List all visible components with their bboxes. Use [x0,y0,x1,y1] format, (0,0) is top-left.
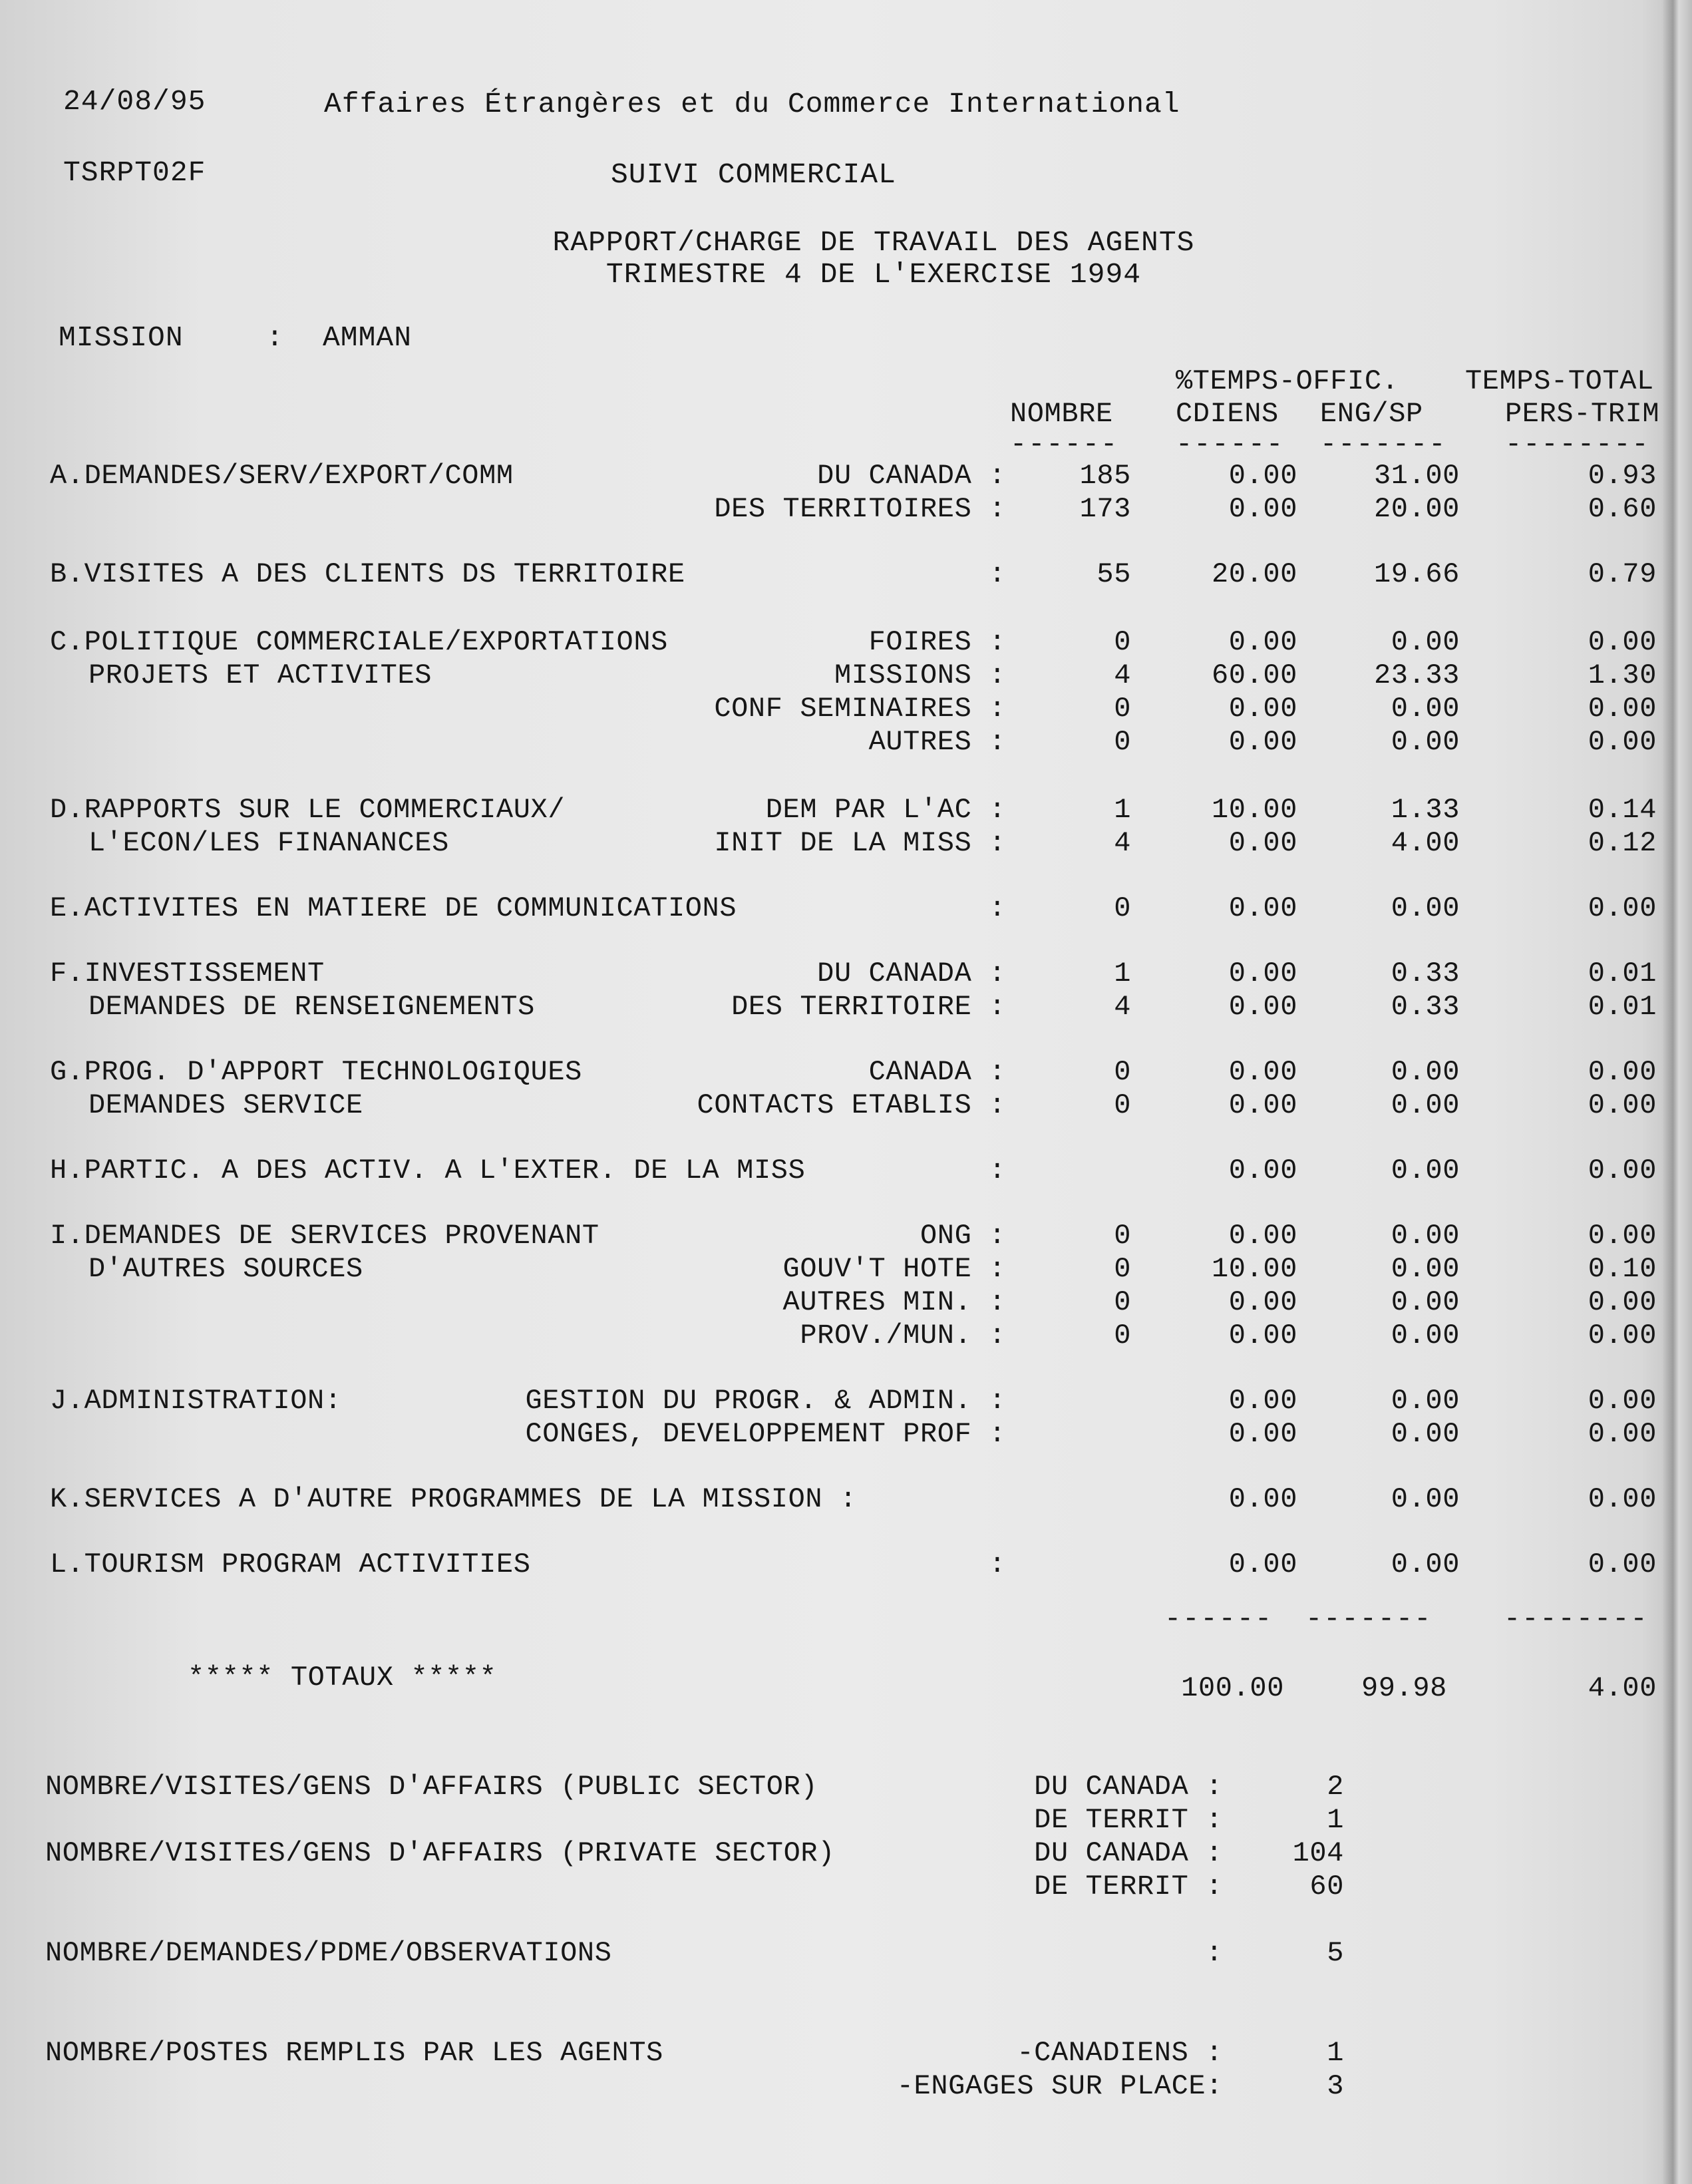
row-cdiens-value: 10.00 [1211,1253,1297,1285]
row-category-label: C.POLITIQUE COMMERCIALE/EXPORTATIONS [50,626,668,658]
row-sub-label: : [989,558,1006,590]
row-pers-value: 0.93 [1588,460,1657,492]
row-sub-label: ONG : [920,1220,1006,1252]
row-category-label: G.PROG. D'APPORT TECHNOLOGIQUES [50,1056,582,1088]
row-sub-label: DEM PAR L'AC : [765,794,1006,826]
row-eng-value: 4.00 [1391,827,1460,859]
row-cdiens-value: 0.00 [1228,1320,1297,1352]
row-category-label: L.TOURISM PROGRAM ACTIVITIES [50,1548,531,1580]
row-nombre-value: 1 [1114,794,1131,826]
summary-sub-label: : [1206,1937,1223,1969]
summary-label: NOMBRE/POSTES REMPLIS PAR LES AGENTS [45,2037,663,2069]
row-cdiens-value: 0.00 [1228,1286,1297,1318]
row-sub-label: : [989,892,1006,924]
row-cdiens-value: 0.00 [1228,1056,1297,1088]
row-category-label: B.VISITES A DES CLIENTS DS TERRITOIRE [50,558,685,590]
row-sub-label: GOUV'T HOTE : [782,1253,1006,1285]
row-pers-value: 0.00 [1588,1155,1657,1186]
row-pers-value: 0.10 [1588,1253,1657,1285]
system-name: SUIVI COMMERCIAL [611,158,896,191]
row-category-label: D.RAPPORTS SUR LE COMMERCIAUX/ [50,794,566,826]
row-sub-label: DU CANADA : [817,460,1006,492]
totals-rule-cdiens: ------ [1164,1603,1273,1635]
row-pers-value: 0.00 [1588,1320,1657,1352]
row-cdiens-value: 0.00 [1228,493,1297,525]
row-eng-value: 0.00 [1391,1253,1460,1285]
row-eng-value: 0.33 [1391,958,1460,990]
summary-label: NOMBRE/VISITES/GENS D'AFFAIRS (PRIVATE SECTOR) [45,1837,835,1869]
row-pers-value: 0.00 [1588,1548,1657,1580]
col-header-pct-temps: %TEMPS-OFFIC. [1176,365,1399,397]
row-sub-label: PROV./MUN. : [800,1320,1006,1352]
row-nombre-value: 0 [1114,892,1131,924]
row-sub-label: CANADA : [868,1056,1006,1088]
row-cdiens-value: 0.00 [1228,1483,1297,1515]
col-header-cdiens: CDIENS [1176,398,1279,430]
row-pers-value: 0.00 [1588,1385,1657,1417]
row-category-label: I.DEMANDES DE SERVICES PROVENANT [50,1220,599,1252]
row-cdiens-value: 0.00 [1228,991,1297,1023]
row-sub-label: AUTRES : [868,726,1006,758]
totals-eng: 99.98 [1361,1672,1447,1704]
row-nombre-value: 0 [1114,1320,1131,1352]
report-title-line1: RAPPORT/CHARGE DE TRAVAIL DES AGENTS [552,226,1195,259]
row-sub-label: AUTRES MIN. : [782,1286,1006,1318]
col-rule-nombre: ------ [1010,429,1119,460]
row-sub-label: FOIRES : [868,626,1006,658]
row-nombre-value: 4 [1114,659,1131,691]
row-pers-value: 0.60 [1588,493,1657,525]
row-sub-label: CONF SEMINAIRES : [714,693,1006,725]
row-eng-value: 0.00 [1391,1385,1460,1417]
row-pers-value: 0.14 [1588,794,1657,826]
summary-label: NOMBRE/VISITES/GENS D'AFFAIRS (PUBLIC SECTOR) [45,1771,818,1803]
row-eng-value: 0.00 [1391,1155,1460,1186]
row-nombre-value: 4 [1114,827,1131,859]
row-category-label: H.PARTIC. A DES ACTIV. A L'EXTER. DE LA MISS [50,1155,806,1186]
row-pers-value: 0.00 [1588,892,1657,924]
row-nombre-value: 1 [1114,958,1131,990]
row-eng-value: 0.00 [1391,1418,1460,1450]
row-pers-value: 0.12 [1588,827,1657,859]
row-cdiens-value: 0.00 [1228,827,1297,859]
row-sub-label: : [989,1548,1006,1580]
row-cdiens-value: 0.00 [1228,693,1297,725]
row-pers-value: 0.00 [1588,1089,1657,1121]
row-eng-value: 0.00 [1391,1320,1460,1352]
report-code: TSRPT02F [63,156,206,189]
summary-value: 1 [1327,2037,1344,2069]
row-nombre-value: 185 [1079,460,1131,492]
row-pers-value: 0.01 [1588,991,1657,1023]
row-eng-value: 0.00 [1391,892,1460,924]
row-nombre-value: 55 [1097,558,1131,590]
row-nombre-value: 0 [1114,1253,1131,1285]
summary-label: NOMBRE/DEMANDES/PDME/OBSERVATIONS [45,1937,612,1969]
row-category-label: F.INVESTISSEMENT [50,958,325,990]
row-cdiens-value: 0.00 [1228,1220,1297,1252]
row-nombre-value: 0 [1114,1056,1131,1088]
totals-pers: 4.00 [1588,1672,1657,1704]
col-header-temps-total: TEMPS-TOTAL [1465,365,1654,397]
mission-value: AMMAN [323,321,413,354]
row-cdiens-value: 0.00 [1228,958,1297,990]
row-eng-value: 0.00 [1391,1089,1460,1121]
summary-value: 60 [1309,1871,1344,1903]
row-cdiens-value: 0.00 [1228,1089,1297,1121]
row-eng-value: 0.33 [1391,991,1460,1023]
summary-sub-label: -ENGAGES SUR PLACE: [896,2070,1223,2102]
summary-value: 104 [1292,1837,1344,1869]
row-pers-value: 0.00 [1588,1056,1657,1088]
row-nombre-value: 173 [1079,493,1131,525]
row-eng-value: 20.00 [1373,493,1460,525]
report-date: 24/08/95 [63,85,206,118]
row-subcategory-label: L'ECON/LES FINANANCES [88,827,449,859]
summary-value: 1 [1327,1804,1344,1836]
summary-sub-label: DU CANADA : [1034,1837,1223,1869]
row-sub-label: DES TERRITOIRE : [731,991,1006,1023]
col-header-nombre: NOMBRE [1010,398,1113,430]
row-eng-value: 0.00 [1391,726,1460,758]
row-category-label: A.DEMANDES/SERV/EXPORT/COMM [50,460,514,492]
summary-sub-label: -CANADIENS : [1017,2037,1223,2069]
row-cdiens-value: 60.00 [1211,659,1297,691]
row-cdiens-value: 0.00 [1228,726,1297,758]
row-cdiens-value: 10.00 [1211,794,1297,826]
col-rule-eng: ------- [1320,429,1447,460]
col-header-pers-trim: PERS-TRIM [1505,398,1660,430]
scan-page-edge [1663,0,1692,2184]
row-nombre-value: 0 [1114,1286,1131,1318]
row-pers-value: 0.00 [1588,693,1657,725]
row-subcategory-label: PROJETS ET ACTIVITES [88,659,432,691]
row-eng-value: 0.00 [1391,1548,1460,1580]
summary-value: 5 [1327,1937,1344,1969]
row-cdiens-value: 0.00 [1228,892,1297,924]
row-eng-value: 0.00 [1391,626,1460,658]
row-pers-value: 0.00 [1588,1483,1657,1515]
row-cdiens-value: 20.00 [1211,558,1297,590]
row-category-label: J.ADMINISTRATION: [50,1385,342,1417]
row-sub-label: INIT DE LA MISS : [714,827,1006,859]
summary-sub-label: DE TERRIT : [1034,1871,1223,1903]
row-eng-value: 19.66 [1373,558,1460,590]
row-nombre-value: 0 [1114,1089,1131,1121]
row-cdiens-value: 0.00 [1228,1155,1297,1186]
row-sub-label: GESTION DU PROGR. & ADMIN. : [525,1385,1006,1417]
row-eng-value: 0.00 [1391,1286,1460,1318]
row-pers-value: 0.00 [1588,626,1657,658]
row-sub-label: CONGES, DEVELOPPEMENT PROF : [525,1418,1006,1450]
summary-sub-label: DE TERRIT : [1034,1804,1223,1836]
row-cdiens-value: 0.00 [1228,460,1297,492]
row-category-label: E.ACTIVITES EN MATIERE DE COMMUNICATIONS [50,892,737,924]
row-sub-label: DU CANADA : [817,958,1006,990]
totals-rule-eng: ------- [1305,1603,1433,1635]
row-pers-value: 1.30 [1588,659,1657,691]
row-eng-value: 0.00 [1391,693,1460,725]
totals-label: ***** TOTAUX ***** [188,1662,497,1694]
row-category-label: K.SERVICES A D'AUTRE PROGRAMMES DE LA MISSION : [50,1483,857,1515]
col-rule-cdiens: ------ [1176,429,1285,460]
row-pers-value: 0.00 [1588,726,1657,758]
row-subcategory-label: DEMANDES SERVICE [88,1089,363,1121]
row-cdiens-value: 0.00 [1228,1385,1297,1417]
row-nombre-value: 0 [1114,693,1131,725]
row-nombre-value: 0 [1114,726,1131,758]
row-pers-value: 0.00 [1588,1220,1657,1252]
col-header-eng-sp: ENG/SP [1320,398,1423,430]
department-name: Affaires Étrangères et du Commerce International [324,88,1180,120]
row-pers-value: 0.79 [1588,558,1657,590]
row-eng-value: 1.33 [1391,794,1460,826]
row-nombre-value: 0 [1114,626,1131,658]
summary-value: 3 [1327,2070,1344,2102]
row-nombre-value: 0 [1114,1220,1131,1252]
row-cdiens-value: 0.00 [1228,1418,1297,1450]
row-eng-value: 0.00 [1391,1220,1460,1252]
row-cdiens-value: 0.00 [1228,1548,1297,1580]
row-subcategory-label: DEMANDES DE RENSEIGNEMENTS [88,991,535,1023]
row-eng-value: 0.00 [1391,1483,1460,1515]
row-nombre-value: 4 [1114,991,1131,1023]
totals-rule-pers: -------- [1504,1603,1649,1635]
row-pers-value: 0.00 [1588,1286,1657,1318]
totals-cdiens: 100.00 [1181,1672,1284,1704]
row-pers-value: 0.01 [1588,958,1657,990]
mission-label: MISSION [59,321,184,354]
row-sub-label: DES TERRITOIRES : [714,493,1006,525]
row-cdiens-value: 0.00 [1228,626,1297,658]
row-sub-label: MISSIONS : [834,659,1006,691]
row-eng-value: 0.00 [1391,1056,1460,1088]
summary-sub-label: DU CANADA : [1034,1771,1223,1803]
row-sub-label: CONTACTS ETABLIS : [697,1089,1006,1121]
row-subcategory-label: D'AUTRES SOURCES [88,1253,363,1285]
col-rule-pers: -------- [1505,429,1650,460]
row-eng-value: 31.00 [1373,460,1460,492]
row-pers-value: 0.00 [1588,1418,1657,1450]
row-eng-value: 23.33 [1373,659,1460,691]
report-title-line2: TRIMESTRE 4 DE L'EXERCISE 1994 [605,258,1142,291]
mission-separator: : [266,321,284,354]
summary-value: 2 [1327,1771,1344,1803]
row-sub-label: : [989,1155,1006,1186]
